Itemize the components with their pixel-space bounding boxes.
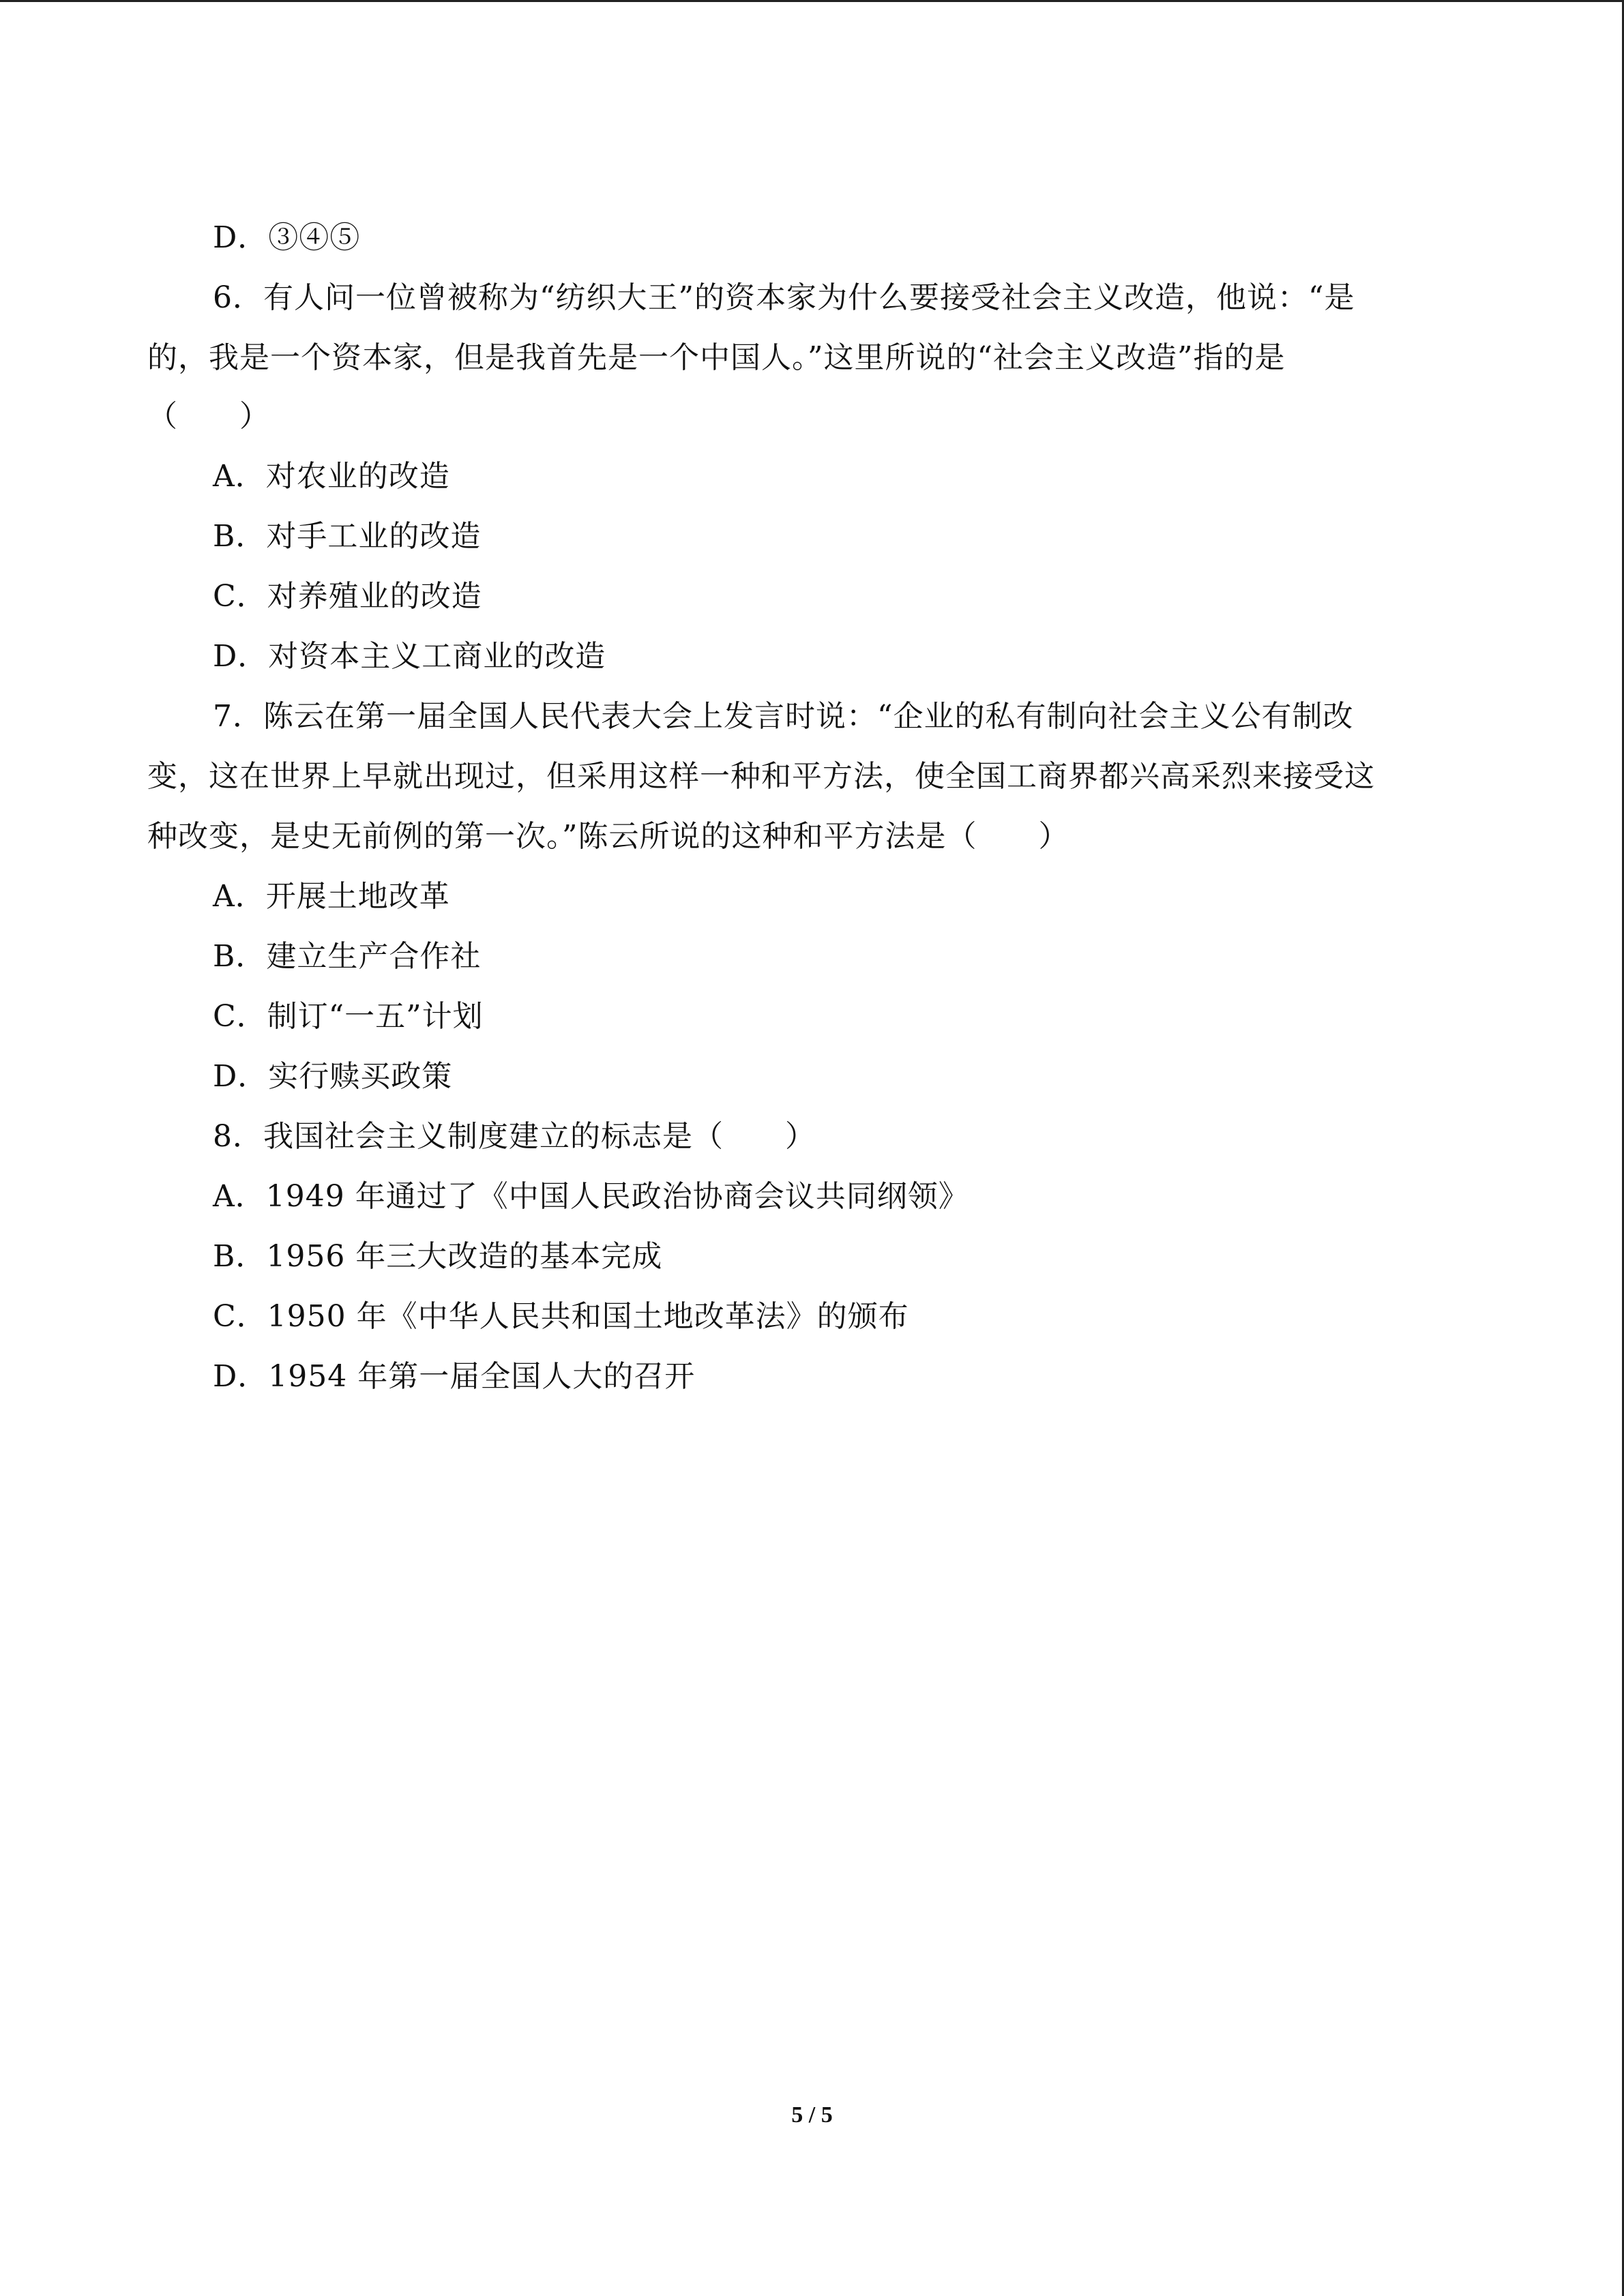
q8-option-d: D．1954 年第一届全国人大的召开 — [213, 1359, 696, 1394]
q7-stem-line-1: 7．陈云在第一届全国人民代表大会上发言时说：“企业的私有制向社会主义公有制改 — [213, 699, 1354, 734]
q7-option-a: A．开展土地改革 — [213, 879, 450, 914]
page-number: 5 / 5 — [791, 2102, 833, 2128]
q8-option-c: C．1950 年《中华人民共和国土地改革法》的颁布 — [213, 1299, 909, 1334]
q6-option-b: B．对手工业的改造 — [213, 519, 482, 554]
q6-stem-line-2: 的，我是一个资本家，但是我首先是一个中国人。”这里所说的“社会主义改造”指的是 — [147, 340, 1286, 375]
q8-option-b: B．1956 年三大改造的基本完成 — [213, 1239, 663, 1274]
q7-option-b: B．建立生产合作社 — [213, 939, 482, 974]
q7-stem-line-2: 变，这在世界上早就出现过，但采用这样一种和平方法，使全国工商界都兴高采烈来接受这 — [147, 759, 1375, 794]
q6-stem-line-1: 6．有人问一位曾被称为“纺织大王”的资本家为什么要接受社会主义改造，他说：“是 — [213, 280, 1355, 315]
q6-option-a: A．对农业的改造 — [213, 459, 450, 494]
q7-option-c: C．制订“一五”计划 — [213, 999, 484, 1034]
q6-option-d: D．对资本主义工商业的改造 — [213, 639, 606, 674]
q6-stem-line-3: （ ） — [147, 399, 270, 434]
q5-option-d: D．③④⑤ — [213, 220, 361, 255]
q7-stem-line-3: 种改变，是史无前例的第一次。”陈云所说的这种和平方法是（ ） — [147, 819, 1069, 854]
q7-option-d: D．实行赎买政策 — [213, 1059, 453, 1094]
q8-option-a: A．1949 年通过了《中国人民政治协商会议共同纲领》 — [213, 1179, 969, 1214]
q6-option-c: C．对养殖业的改造 — [213, 579, 482, 614]
q8-stem-line-1: 8．我国社会主义制度建立的标志是（ ） — [213, 1119, 816, 1154]
